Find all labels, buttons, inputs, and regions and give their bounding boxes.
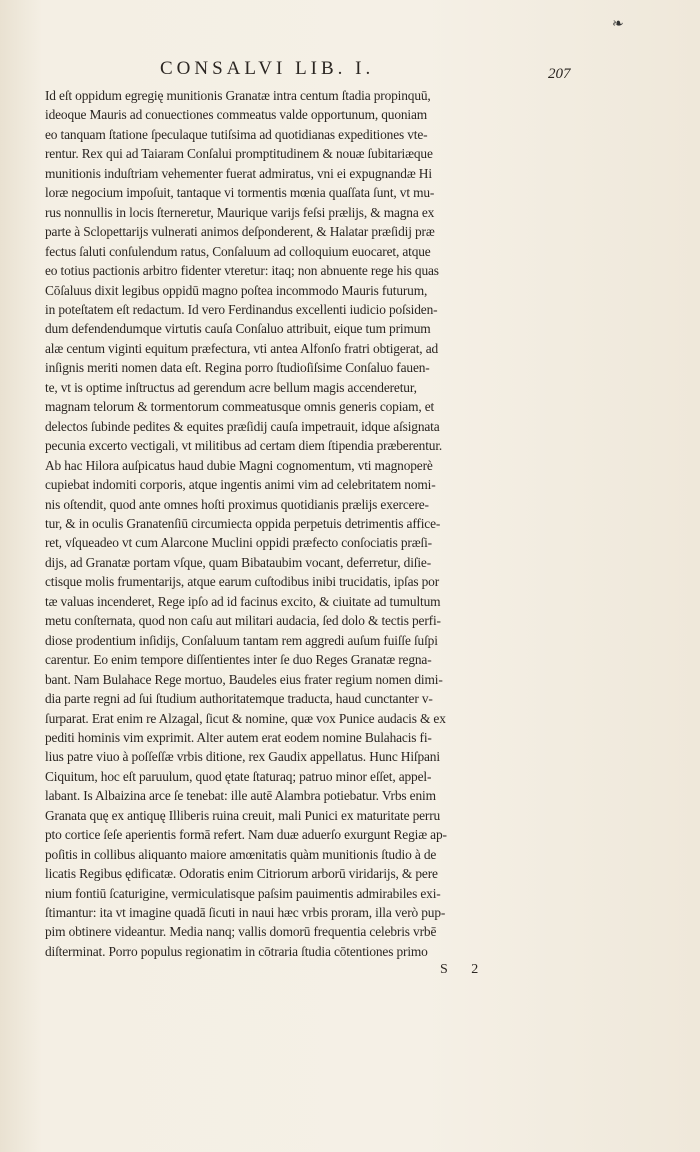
text-line: Id eſt oppidum egregię munitionis Granatæ intra centum ſtadia propinquū, bbox=[45, 88, 431, 103]
text-line: ſurparat. Erat enim re Alzagal, ſicut & nomine, quæ vox Punice audacis & ex bbox=[45, 710, 446, 726]
running-title: CONSALVI LIB. I. bbox=[160, 58, 375, 79]
text-line: dijs, ad Granatæ portam vſque, quam Bibataubim vocant, deferretur, diſie- bbox=[45, 554, 432, 570]
text-line: delectos ſubinde pedites & equites præſidij cauſa impetrauit, idque aſsignata bbox=[45, 418, 440, 434]
text-line: ctisque molis frumentarijs, atque earum cuſtodibus inibi trucidatis, ipſas por bbox=[45, 574, 440, 590]
text-line: poſitis in collibus aliquanto maiore amœnitatis quàm munitionis ſtudio à de bbox=[45, 846, 437, 862]
text-line: diose prodentium inſidijs, Conſaluum tantam rem aggredi auſum fuiſſe ſuſpi bbox=[45, 632, 438, 648]
text-line: dia parte regni ad ſui ſtudium authoritatemque traducta, haud cunctanter v- bbox=[45, 691, 433, 707]
text-line: carentur. Eo enim tempore diſſentientes inter ſe duo Reges Granatæ regna- bbox=[45, 652, 432, 668]
text-line: labant. Is Albaizina arce ſe tenebat: ille autē Alambra potiebatur. Vrbs enim bbox=[45, 788, 436, 804]
text-line: licatis Regibus ędificatæ. Odoratis enim Citriorum arborū viridarijs, & pere bbox=[45, 866, 438, 882]
text-line: metu conſternata, quod non caſu aut militari audacia, ſed dolo & tectis perfi- bbox=[45, 613, 441, 629]
text-line: rentur. Rex qui ad Taiaram Conſalui promptitudinem & nouæ ſubitariæque bbox=[45, 146, 433, 162]
text-line: magnam telorum & tormentorum commeatusque omnis generis copiam, et bbox=[45, 399, 435, 415]
text-line: pecunia excerto vectigali, vt militibus ad certam diem ſtipendia præberentur. bbox=[45, 438, 443, 454]
text-line: pim obtinere videantur. Media nanq; vallis domorū frequentia celebris vrbē bbox=[45, 924, 437, 940]
page-number: 207 bbox=[548, 66, 571, 82]
text-line: eo totius pactionis arbitro fidenter vteretur: itaq; non abnuente rege his quas bbox=[45, 263, 439, 279]
text-line: fectus ſaluti conſulendum ratus, Conſaluum ad colloquium euocaret, atque bbox=[45, 243, 431, 259]
text-line: Cōſaluus dixit legibus oppidū magno poſtea incommodo Mauris futurum, bbox=[45, 282, 428, 298]
text-line: in poteſtatem eſt redactum. Id vero Ferdinandus excellenti iudicio poſsiden- bbox=[45, 301, 438, 317]
text-line: parte à Sclopettarijs vulnerati animos deſponderent, & Halatar præſidij præ bbox=[45, 224, 435, 240]
text-line: rus nonnullis in locis ſterneretur, Maurique varijs feſsi prælijs, & magna ex bbox=[45, 204, 435, 220]
text-line: ſtimantur: ita vt imagine quadā ſicuti in naui hæc vrbis proram, illa verò pup- bbox=[45, 905, 446, 921]
text-line: tur, & in oculis Granatenſiū circumiecta oppida perpetuis detrimentis affice- bbox=[45, 515, 441, 531]
text-line: Ab hac Hilora auſpicatus haud dubie Magni cognomentum, vti magnoperè bbox=[45, 457, 433, 473]
text-line: tæ valuas incenderet, Rege ipſo ad id facinus excito, & ciuitate ad tumultum bbox=[45, 593, 441, 609]
text-line: lius patre viuo à poſſeſſæ vrbis ditione, rex Gaudix appellatus. Hunc Hiſpani bbox=[45, 749, 440, 765]
text-line: ideoque Mauris ad conuectiones commeatus valde opportunum, quoniam bbox=[45, 107, 428, 123]
text-line: eo tanquam ſtatione ſpeculaque tutiſsima ad quotidianas expeditiones vte- bbox=[45, 126, 428, 142]
text-line: ret, vſqueadeo vt cum Alarcone Muclini oppidi præfecto conſociatis præſi- bbox=[45, 535, 432, 551]
text-line: dum defendendumque virtutis cauſa Conſaluo attribuit, eique tum primum bbox=[45, 321, 431, 337]
text-line: munitionis induſtriam vehementer fuerat admiratus, vni ei expugnandæ Hi bbox=[45, 165, 432, 181]
text-line: inſignis meriti nomen data eſt. Regina porro ſtudioſiſsime Conſaluo fauen- bbox=[45, 360, 430, 376]
text-line: nium fontiū ſcaturigine, vermiculatisque paſsim pauimentis admirabiles exi- bbox=[45, 885, 441, 901]
text-line: Granata quę ex antiquę Illiberis ruina creuit, mali Punici ex maturitate perru bbox=[45, 807, 441, 823]
body-text bbox=[45, 86, 575, 961]
text-line: Ciquitum, hoc eſt paruulum, quod ętate ſtaturaq; patruo minor eſſet, appel- bbox=[45, 768, 432, 784]
text-line: bant. Nam Bulahace Rege mortuo, Baudeles eius frater regium nomen dimi- bbox=[45, 671, 443, 687]
signature-mark: S 2 bbox=[440, 962, 489, 977]
text-line: nis oſtendit, quod ante omnes hoſti proximus quotidianis prælijs exercere- bbox=[45, 496, 429, 512]
corner-fleuron-mark: ❧ bbox=[612, 17, 624, 32]
text-line: pto cortice ſeſe aperientis formā refert. Nam duæ aduerſo exurgunt Regiæ ap- bbox=[45, 827, 447, 843]
text-line: pediti hominis vim exprimit. Alter autem erat eodem nomine Bulahacis fi- bbox=[45, 729, 432, 745]
text-line: alæ centum viginti equitum præfectura, vti antea Alfonſo fratri obtigerat, ad bbox=[45, 340, 439, 356]
text-line: cupiebat indomiti corporis, atque ingentis animi vim ad celebritatem nomi- bbox=[45, 477, 436, 493]
text-line: te, vt is optime inſtructus ad gerendum acre bellum magis accenderetur, bbox=[45, 379, 417, 395]
text-line: loræ negocium impoſuit, tantaque vi tormentis mœnia quaſſata ſunt, vt mu- bbox=[45, 185, 435, 201]
text-line: diſterminat. Porro populus regionatim in cōtraria ſtudia cōtentiones primo bbox=[45, 943, 428, 959]
